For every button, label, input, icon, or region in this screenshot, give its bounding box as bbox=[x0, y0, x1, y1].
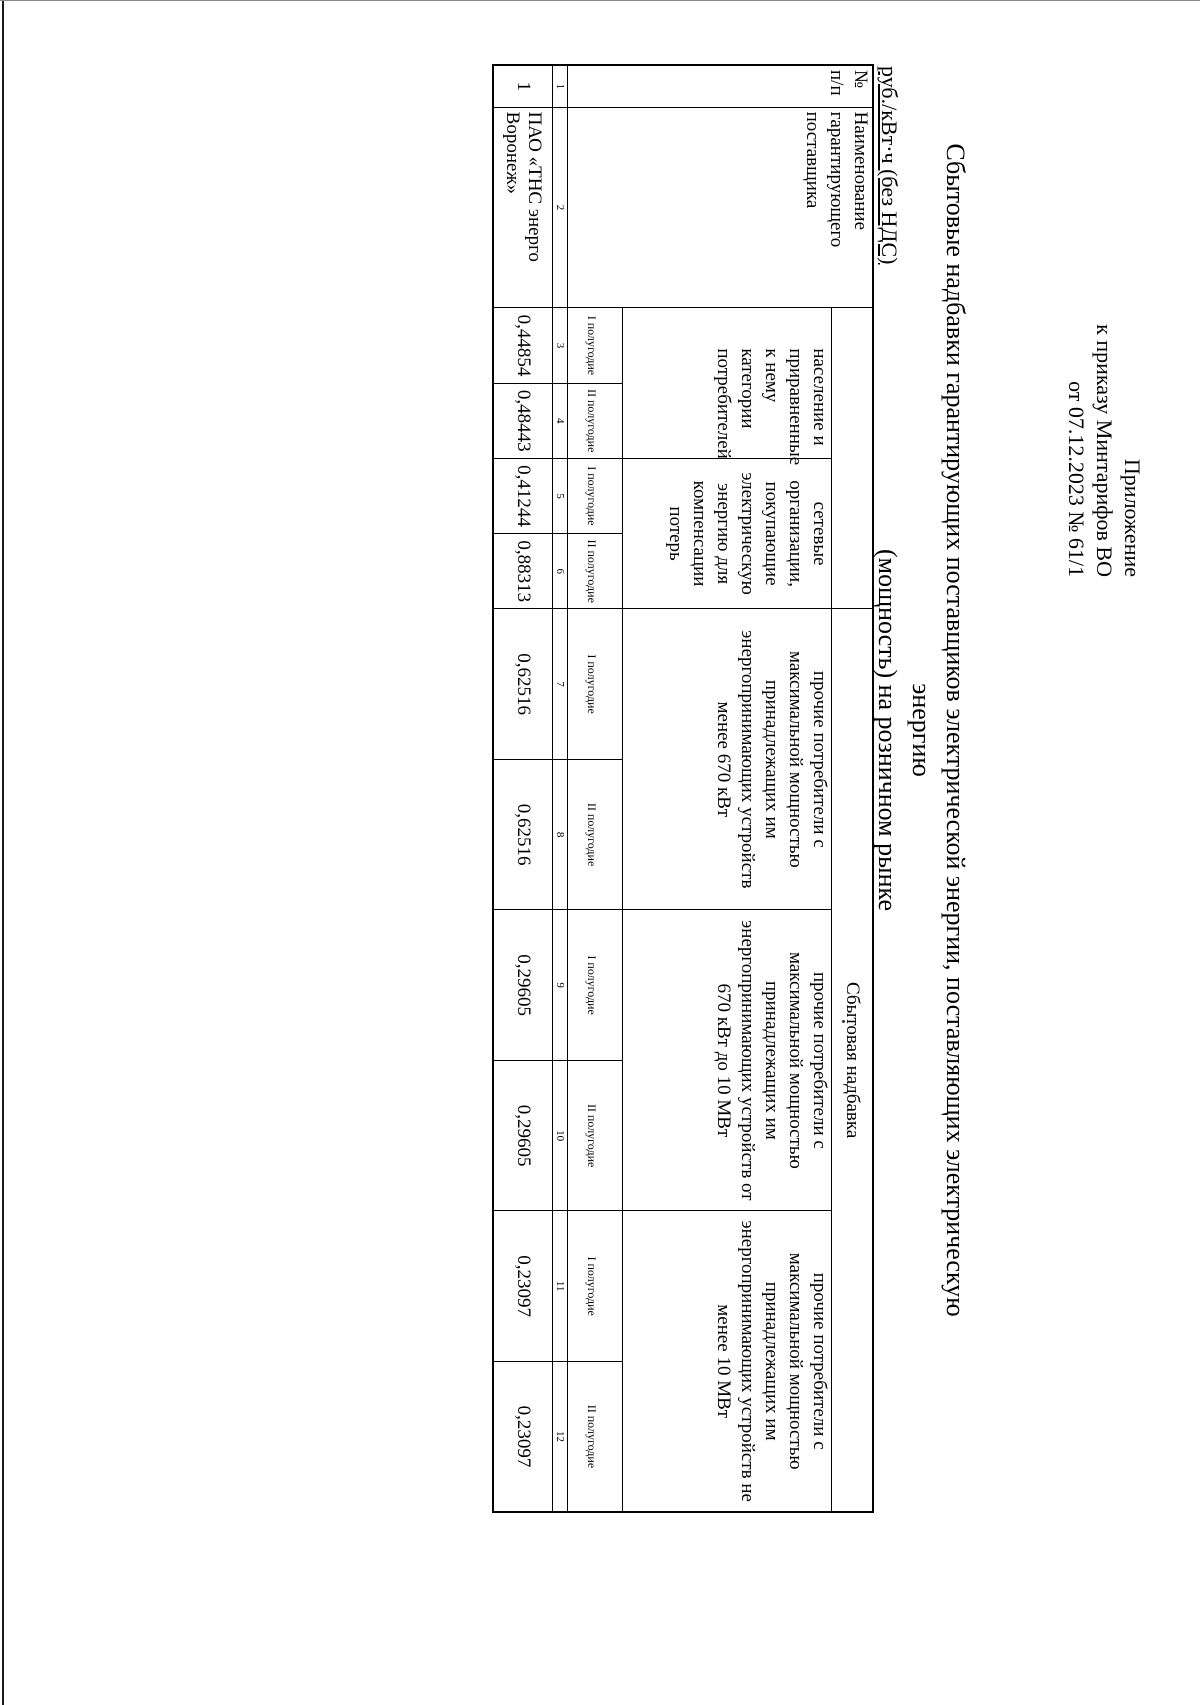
header-half-2: II полугодие bbox=[568, 383, 623, 458]
col-number: 3 bbox=[553, 308, 568, 383]
title-line-2: (мощность) на розничном рынке bbox=[873, 548, 902, 912]
header-row-group bbox=[832, 65, 874, 1512]
value-cell: 0,23097 bbox=[493, 1211, 553, 1362]
value-cell: 0,41244 bbox=[493, 458, 553, 533]
col-number: 9 bbox=[553, 910, 568, 1061]
tariff-table bbox=[492, 64, 874, 1513]
value-cell: 0,48443 bbox=[493, 383, 553, 458]
header-cat-under-670kw: прочие потребители с максимальной мощностью принадлежащих им энергопринимающих устройств менее 670 кВт bbox=[623, 609, 832, 910]
col-number: 7 bbox=[553, 609, 568, 760]
col-number: 4 bbox=[553, 383, 568, 458]
col-number: 8 bbox=[553, 759, 568, 910]
col-number: 6 bbox=[553, 534, 568, 609]
header-half-2: II полугодие bbox=[568, 759, 623, 910]
column-number-row bbox=[553, 65, 568, 1512]
col-number: 2 bbox=[553, 107, 568, 308]
header-cat-over-10mw: прочие потребители с максимальной мощностью принадлежащих им энергопринимающих устройств не менее 10 МВт bbox=[623, 1211, 832, 1512]
header-half-2: II полугодие bbox=[568, 1060, 623, 1211]
header-empty bbox=[832, 308, 874, 609]
col-number: 1 bbox=[553, 65, 568, 107]
row-supplier-name: ПАО «ТНС энерго Воронеж» bbox=[493, 107, 553, 308]
appendix-note bbox=[1062, 324, 1146, 577]
value-cell: 0,23097 bbox=[493, 1361, 553, 1512]
header-half-1: I полугодие bbox=[568, 910, 623, 1061]
header-half-1: I полугодие bbox=[568, 458, 623, 533]
header-cat-population: население и приравненные к нему категории потребителей bbox=[623, 308, 832, 459]
header-half-2: II полугодие bbox=[568, 534, 623, 609]
appendix-line-3: от 07.12.2023 № 61/1 bbox=[1064, 381, 1089, 577]
row-no: 1 bbox=[493, 65, 553, 107]
col-number: 12 bbox=[553, 1361, 568, 1512]
col-number: 11 bbox=[553, 1211, 568, 1362]
header-half-1: I полугодие bbox=[568, 609, 623, 760]
header-half-1: I полугодие bbox=[568, 308, 623, 383]
header-supplier-name: Наименование гарантирующего поставщика bbox=[568, 107, 874, 308]
header-cat-670kw-10mw: прочие потребители с максимальной мощностью принадлежащих им энергопринимающих устройств от 670 кВт до 10 МВт bbox=[623, 910, 832, 1211]
header-no: № п/п bbox=[568, 65, 874, 107]
document-title bbox=[870, 140, 972, 1320]
header-half-2: II полугодие bbox=[568, 1361, 623, 1512]
value-cell: 0,62516 bbox=[493, 609, 553, 760]
value-cell: 0,62516 bbox=[493, 759, 553, 910]
value-cell: 0,44854 bbox=[493, 308, 553, 383]
appendix-line-1: Приложение bbox=[1120, 458, 1145, 577]
header-half-1: I полугодие bbox=[568, 1211, 623, 1362]
value-cell: 0,29605 bbox=[493, 1060, 553, 1211]
value-cell: 0,29605 bbox=[493, 910, 553, 1061]
unit-label: руб./кВт·ч (без НДС) bbox=[877, 66, 902, 265]
header-cat-grid-orgs: сетевые организации, покупающие электрическую энергию для компенсации потерь bbox=[623, 458, 832, 609]
col-number: 10 bbox=[553, 1060, 568, 1211]
col-number: 5 bbox=[553, 458, 568, 533]
table-row bbox=[493, 65, 553, 1512]
title-line-1: Сбытовые надбавки гарантирующих поставщиков электрической энергии, поставляющих электрическую энергию bbox=[907, 143, 970, 1317]
value-cell: 0,88313 bbox=[493, 534, 553, 609]
header-markup-group: Сбытовая надбавка bbox=[832, 609, 874, 1512]
appendix-line-2: к приказу Минтарифов ВО bbox=[1092, 324, 1117, 577]
